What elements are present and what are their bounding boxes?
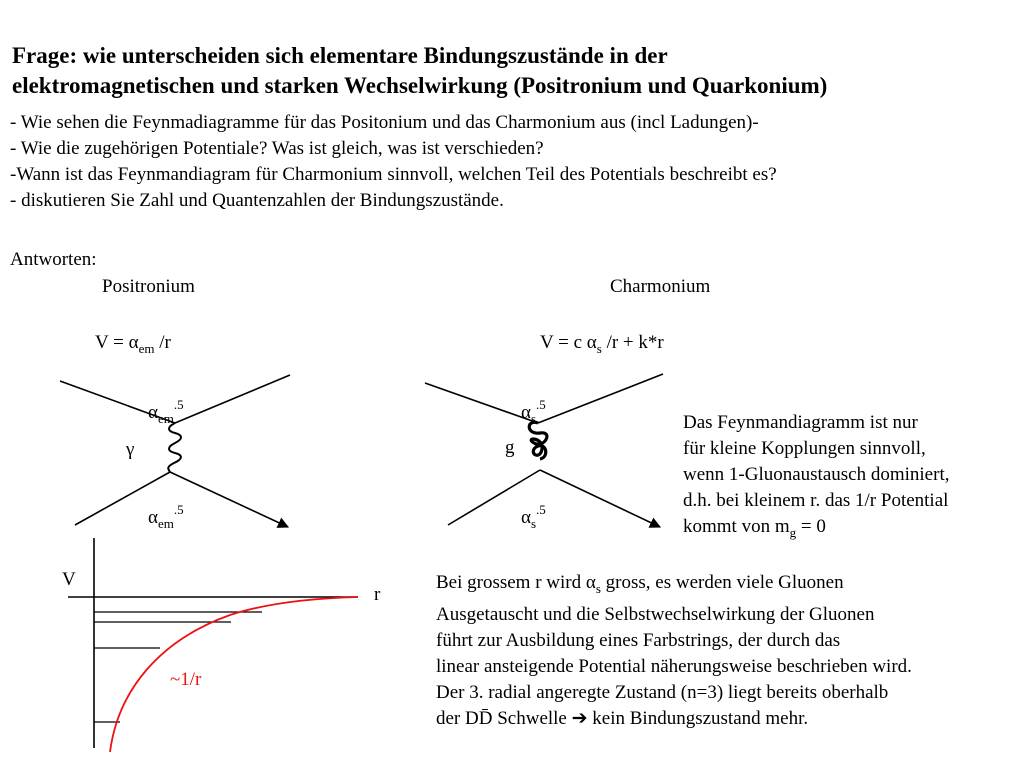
note-text: der D: [436, 708, 479, 729]
positronium-heading: Positronium: [102, 276, 195, 297]
question-item: - diskutieren Sie Zahl und Quantenzahlen der Bindungszustände.: [10, 190, 504, 211]
note-line: [683, 514, 949, 546]
coupling-subscript: s: [595, 581, 601, 596]
note-text: Schwelle: [492, 708, 572, 729]
inverse-r-curve: [110, 597, 358, 752]
coupling-exponent: .5: [173, 397, 184, 412]
string-note: [436, 570, 912, 732]
potential-lhs: V =: [95, 332, 129, 353]
charmonium-vertex-top-label: [521, 392, 546, 432]
alpha-symbol: α: [128, 332, 139, 353]
coupling-subscript: s: [530, 411, 537, 426]
note-text: Bei grossem r wird: [436, 572, 586, 593]
question-item: -Wann ist das Feynmandiagram für Charmonium sinnvoll, welchen Teil des Potentials beschreibt es?: [10, 164, 777, 185]
coupling-exponent: .5: [173, 502, 184, 517]
note-text: kommt von m: [683, 516, 790, 537]
antiquark-out-line: [538, 374, 663, 423]
note-line: wenn 1-Gluonaustausch dominiert,: [683, 464, 950, 485]
charmonium-heading: Charmonium: [610, 276, 711, 297]
curve-label: ~1/r: [170, 669, 202, 690]
alpha-symbol: α: [585, 572, 596, 593]
photon-label: γ: [126, 439, 135, 460]
note-line: Der 3. radial angeregte Zustand (n=3) liegt bereits oberhalb: [436, 682, 889, 703]
alpha-symbol: α: [148, 402, 158, 423]
note-line: [436, 706, 912, 732]
alpha-symbol: α: [148, 507, 158, 528]
dbar-symbol: D̄: [478, 708, 493, 729]
feynman-note: [683, 410, 949, 546]
potential-rhs: /r + k*r: [601, 332, 664, 353]
coupling-subscript: s: [596, 341, 602, 356]
note-line: Das Feynmandiagramm ist nur: [683, 412, 918, 433]
note-line: für kleine Kopplungen sinnvoll,: [683, 438, 926, 459]
answers-label: Antworten:: [10, 249, 97, 270]
r-axis-label: r: [374, 584, 381, 605]
quark-out-line: [540, 470, 660, 527]
note-text: = 0: [796, 516, 826, 537]
note-line: Ausgetauscht und die Selbstwechselwirkung der Gluonen: [436, 604, 875, 625]
gluon-label: g: [505, 437, 515, 458]
charmonium-vertex-bottom-label: [521, 497, 546, 537]
title-line-2: elektromagnetischen und starken Wechselwirkung (Positronium und Quarkonium): [12, 73, 828, 98]
question-item: - Wie die zugehörigen Potentiale? Was ist gleich, was ist verschieden?: [10, 138, 544, 159]
question-item: - Wie sehen die Feynmadiagramme für das Positonium und das Charmonium aus (incl Ladungen)-: [10, 112, 759, 133]
coupling-subscript: em: [157, 516, 174, 531]
alpha-symbol: α: [586, 332, 597, 353]
alpha-symbol: α: [521, 507, 531, 528]
note-line: d.h. bei kleinem r. das 1/r Potential: [683, 490, 949, 511]
note-text: gross, es werden viele Gluonen: [600, 572, 844, 593]
note-line: [436, 570, 912, 602]
note-text: kein Bindungszustand mehr.: [587, 708, 809, 729]
positron-out-line: [175, 375, 290, 423]
coupling-subscript: s: [530, 516, 537, 531]
potential-lhs: V = c: [540, 332, 587, 353]
note-line: führt zur Ausbildung eines Farbstrings, der durch das: [436, 630, 841, 651]
coupling-exponent: .5: [536, 502, 546, 517]
positronium-vertex-bottom-label: [148, 497, 184, 537]
potential-plot: [68, 538, 358, 752]
coupling-exponent: .5: [536, 397, 546, 412]
alpha-symbol: α: [521, 402, 531, 423]
coupling-subscript: em: [138, 341, 155, 356]
gluon-mass-subscript: g: [789, 525, 797, 540]
title-line-1: Frage: wie unterscheiden sich elementare Bindungszustände in der: [12, 43, 668, 68]
v-axis-label: V: [62, 569, 76, 590]
positronium-vertex-top-label: [148, 392, 184, 432]
potential-rhs: /r: [154, 332, 171, 353]
arrow-right-icon: ➔: [571, 708, 588, 729]
note-line: linear ansteigende Potential näherungsweise beschrieben wird.: [436, 656, 912, 677]
coupling-subscript: em: [157, 411, 174, 426]
electron-out-line: [170, 472, 288, 527]
